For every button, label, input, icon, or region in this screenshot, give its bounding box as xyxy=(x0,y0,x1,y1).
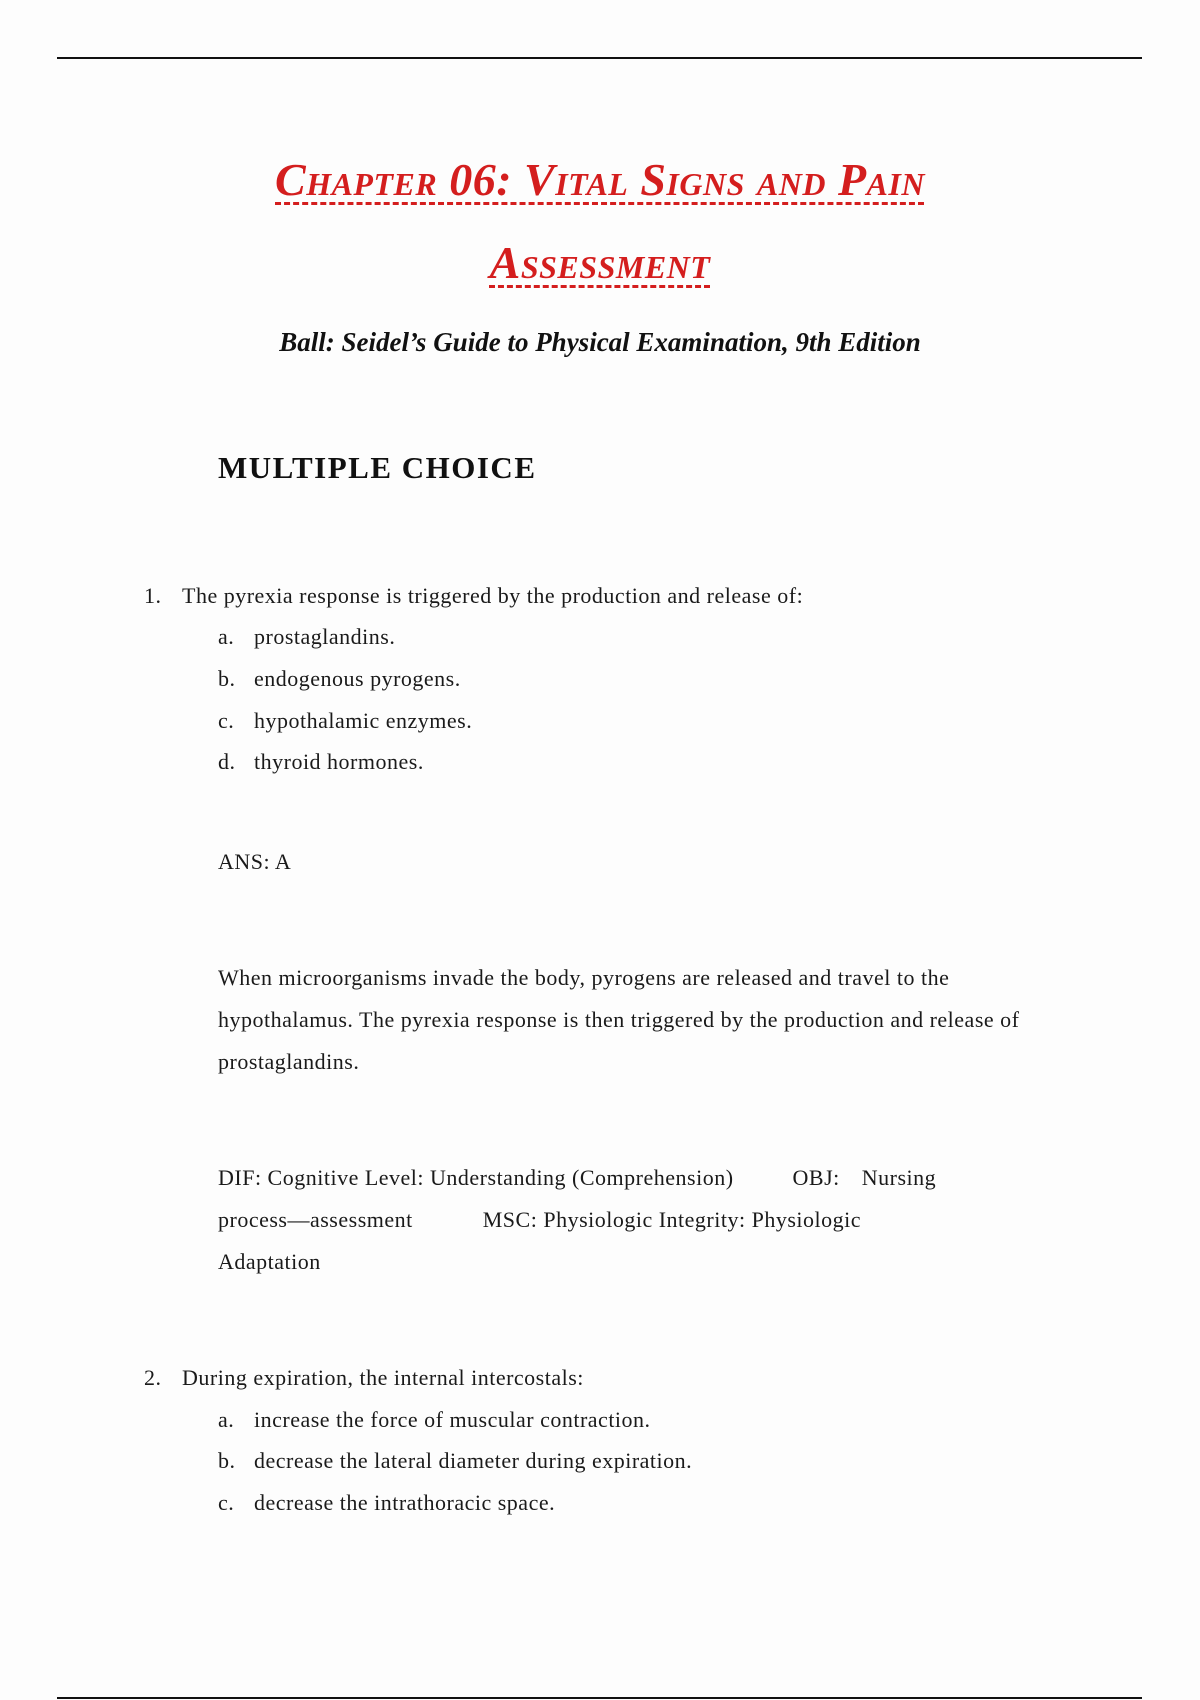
option-text: decrease the intrathoracic space. xyxy=(254,1490,556,1515)
option-letter: c. xyxy=(218,708,235,733)
question-text: During expiration, the internal intercostals: xyxy=(182,1365,584,1390)
question-number: 2. xyxy=(144,1365,162,1390)
option-letter: b. xyxy=(218,1448,236,1473)
rationale: When microorganisms invade the body, pyrogens are released and travel to the hypothalamus. The pyrexia response is then triggered by the production and release of prostaglandins. xyxy=(218,965,1020,1074)
meta-objective-value: Nursing xyxy=(861,1165,937,1190)
option-1c xyxy=(218,708,472,734)
chapter-title-line-1: Chapter 06: Vital Signs and Pain xyxy=(275,154,925,205)
question-2 xyxy=(144,1365,584,1391)
section-heading: MULTIPLE CHOICE xyxy=(218,450,537,485)
question-meta xyxy=(218,1157,1038,1283)
option-1b xyxy=(218,666,461,692)
option-letter: d. xyxy=(218,749,236,774)
meta-objective-value-cont: process—assessment xyxy=(218,1207,413,1232)
option-text: prostaglandins. xyxy=(254,624,396,649)
chapter-title xyxy=(150,138,1050,304)
question-text: The pyrexia response is triggered by the production and release of: xyxy=(182,583,804,608)
option-2b xyxy=(218,1448,692,1474)
option-2c xyxy=(218,1490,555,1516)
meta-objective-label: OBJ: xyxy=(792,1165,840,1190)
option-text: endogenous pyrogens. xyxy=(254,666,461,691)
option-1a xyxy=(218,624,395,650)
option-text: thyroid hormones. xyxy=(254,749,424,774)
top-rule xyxy=(57,57,1142,59)
chapter-title-line-2: Assessment xyxy=(489,237,711,288)
meta-difficulty: DIF: Cognitive Level: Understanding (Comprehension) xyxy=(218,1165,734,1190)
option-letter: a. xyxy=(218,624,235,649)
question-1 xyxy=(144,583,803,609)
meta-msc: MSC: Physiologic Integrity: Physiologic xyxy=(482,1207,861,1232)
option-text: decrease the lateral diameter during expiration. xyxy=(254,1448,693,1473)
option-text: increase the force of muscular contraction. xyxy=(254,1407,651,1432)
option-letter: a. xyxy=(218,1407,235,1432)
meta-msc-cont: Adaptation xyxy=(218,1249,321,1274)
option-1d xyxy=(218,749,424,775)
book-subtitle: Ball: Seidel’s Guide to Physical Examination, 9th Edition xyxy=(279,327,921,357)
option-letter: c. xyxy=(218,1490,235,1515)
option-letter: b. xyxy=(218,666,236,691)
option-text: hypothalamic enzymes. xyxy=(254,708,473,733)
answer-key: ANS: A xyxy=(218,849,292,874)
bottom-rule xyxy=(57,1697,1142,1699)
option-2a xyxy=(218,1407,651,1433)
question-number: 1. xyxy=(144,583,162,608)
